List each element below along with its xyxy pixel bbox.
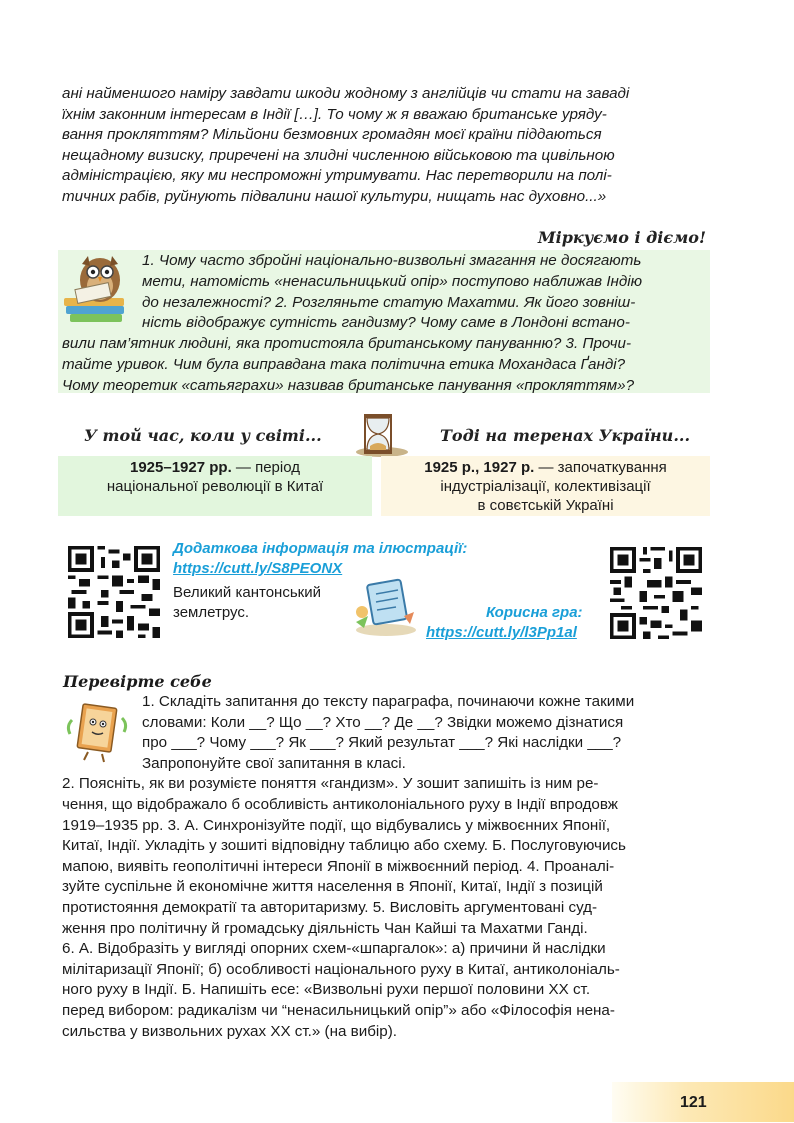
ukraine-event-line3: в совєтській Україні (477, 497, 614, 514)
ukraine-event-line (381, 458, 710, 477)
check-line: про ___? Чому ___? Як ___? Який результат ___? Які наслідки ___? (142, 734, 622, 752)
think-line: мети, натомість «ненасильницький опір» поступово наближав Індію (142, 272, 643, 290)
check-line: 1919–1935 рр. 3. А. Синхронізуйте події, що відбувались у міжвоєнних Японії, (62, 816, 611, 834)
think-line: тайте уривок. Чим була виправдана така політична етика Мохандаса Ґанді? (62, 355, 626, 373)
game-title: Корисна гра: (486, 604, 583, 621)
think-line: ність відображує сутність гандизму? Чому саме в Лондоні встано- (142, 314, 630, 332)
world-event-line2: національної революції в Китаї (106, 478, 324, 495)
world-event-line (58, 458, 372, 477)
ukraine-event-box (381, 456, 710, 516)
check-line: мапою, виявіть геополітичні інтереси Японії в міжвоєнний період. 4. Проаналі- (62, 857, 615, 875)
check-questions (62, 692, 708, 1042)
world-event-text: — період (231, 459, 300, 476)
world-timeline-title: У той час, коли у світі... (84, 426, 322, 445)
world-event-box (58, 456, 372, 516)
extra-info-link[interactable]: https://cutt.ly/S8PEONX (173, 560, 343, 577)
check-line: мілітаризації Японії; б) особливості національного руху в Китаї, антиколоніаль- (62, 960, 620, 978)
check-line: чення, що відображало б особливість антиколоніального руху в Індії впродовж (62, 795, 618, 813)
think-line: Чому теоретик «сатьяграхи» називав британське панування «прокляттям»? (62, 376, 635, 394)
page-number: 121 (680, 1094, 707, 1111)
quote-line: ані найменшого наміру завдати шкоди жодному з англійців чи стати на заваді (62, 85, 630, 102)
check-line: 1. Складіть запитання до тексту параграфа, починаючи кожне такими (142, 693, 635, 710)
check-line: Запропонуйте свої запитання в класі. (142, 754, 406, 772)
think-line: вили пам’ятник людині, яка протистояла британському пануванню? 3. Прочи- (62, 335, 632, 353)
think-questions (62, 251, 708, 397)
extra-info-description (173, 583, 321, 623)
check-line: ного руху в Індії. Б. Напишіть есе: «Визвольні рухи першої половини ХХ ст. (62, 981, 591, 999)
check-line: протистояння демократії та авторитаризму. 5. Висловіть аргументовані суд- (62, 898, 598, 916)
check-section-title: Перевірте себе (63, 672, 212, 691)
qr-code-extra-info[interactable] (68, 546, 160, 638)
game-illustration-icon (350, 572, 420, 638)
think-line: до незалежності? 2. Розгляньте статую Махатми. Як його зовніш- (142, 293, 636, 311)
game-link[interactable]: https://cutt.ly/l3Pp1al (426, 624, 577, 641)
quote-line: нещадному визиску, приречені на злидні численною військовою та цивільною (62, 146, 615, 164)
check-line: зуйте суспільне й економічне життя населення в Японії, Китаї, Індії з позицій (62, 878, 603, 896)
ukraine-event-line2: індустріалізації, колективізації (440, 478, 651, 495)
check-line: сильства у визвольних рухах ХХ ст.» (на вибір). (62, 1022, 398, 1040)
quote-line: їхнім законним інтересам в Індії […]. То чому ж я вважаю британське уряду- (62, 105, 607, 123)
quote-line: тичних рабів, руйнують підвалини нашої культури, нищать нас духовно...» (62, 187, 607, 205)
check-line: Китаї, Індії. Укладіть у зошиті відповідну таблицю або схему. Б. Послуговуючись (62, 837, 626, 855)
extra-desc-line: землетрус. (173, 604, 250, 621)
check-line: ження про політичну й громадську діяльність Чан Кайші та Махатми Ганді. (62, 919, 588, 937)
extra-desc-line: Великий кантонський (173, 584, 321, 601)
ukraine-event-text: — започаткування (534, 459, 667, 476)
qr-code-game[interactable] (610, 547, 702, 639)
ukraine-event-date: 1925 р., 1927 р. (424, 459, 535, 476)
extra-info-title: Додаткова інформація та ілюстрації: (173, 540, 468, 557)
check-line: 2. Поясніть, як ви розумієте поняття «гандизм». У зошит запишіть із ним ре- (62, 775, 599, 793)
check-line: словами: Коли __? Що __? Хто __? Де __? Звідки можемо дізнатися (142, 713, 624, 731)
think-section-title: Міркуємо і діємо! (537, 228, 706, 247)
check-line: перед вибором: радикалізм чи “ненасильницький опір”» або «Філософія нена- (62, 1001, 615, 1019)
check-line: 6. А. Відобразіть у вигляді опорних схем-«шпаргалок»: а) причини й наслідки (62, 940, 606, 958)
hourglass-icon (352, 412, 410, 458)
think-line: 1. Чому часто збройні національно-визвольні змагання не досягають (142, 252, 642, 269)
ukraine-timeline-title: Тоді на теренах України... (440, 426, 691, 445)
quote-paragraph (62, 84, 710, 207)
quote-line: вання прокляттям? Мільйони безмовних громадян моєї країни піддаються (62, 126, 602, 143)
quote-line: адміністрацією, яку ми неспроможні утримувати. Нас перетворили на полі- (62, 167, 612, 184)
world-event-date: 1925–1927 рр. (130, 459, 232, 476)
